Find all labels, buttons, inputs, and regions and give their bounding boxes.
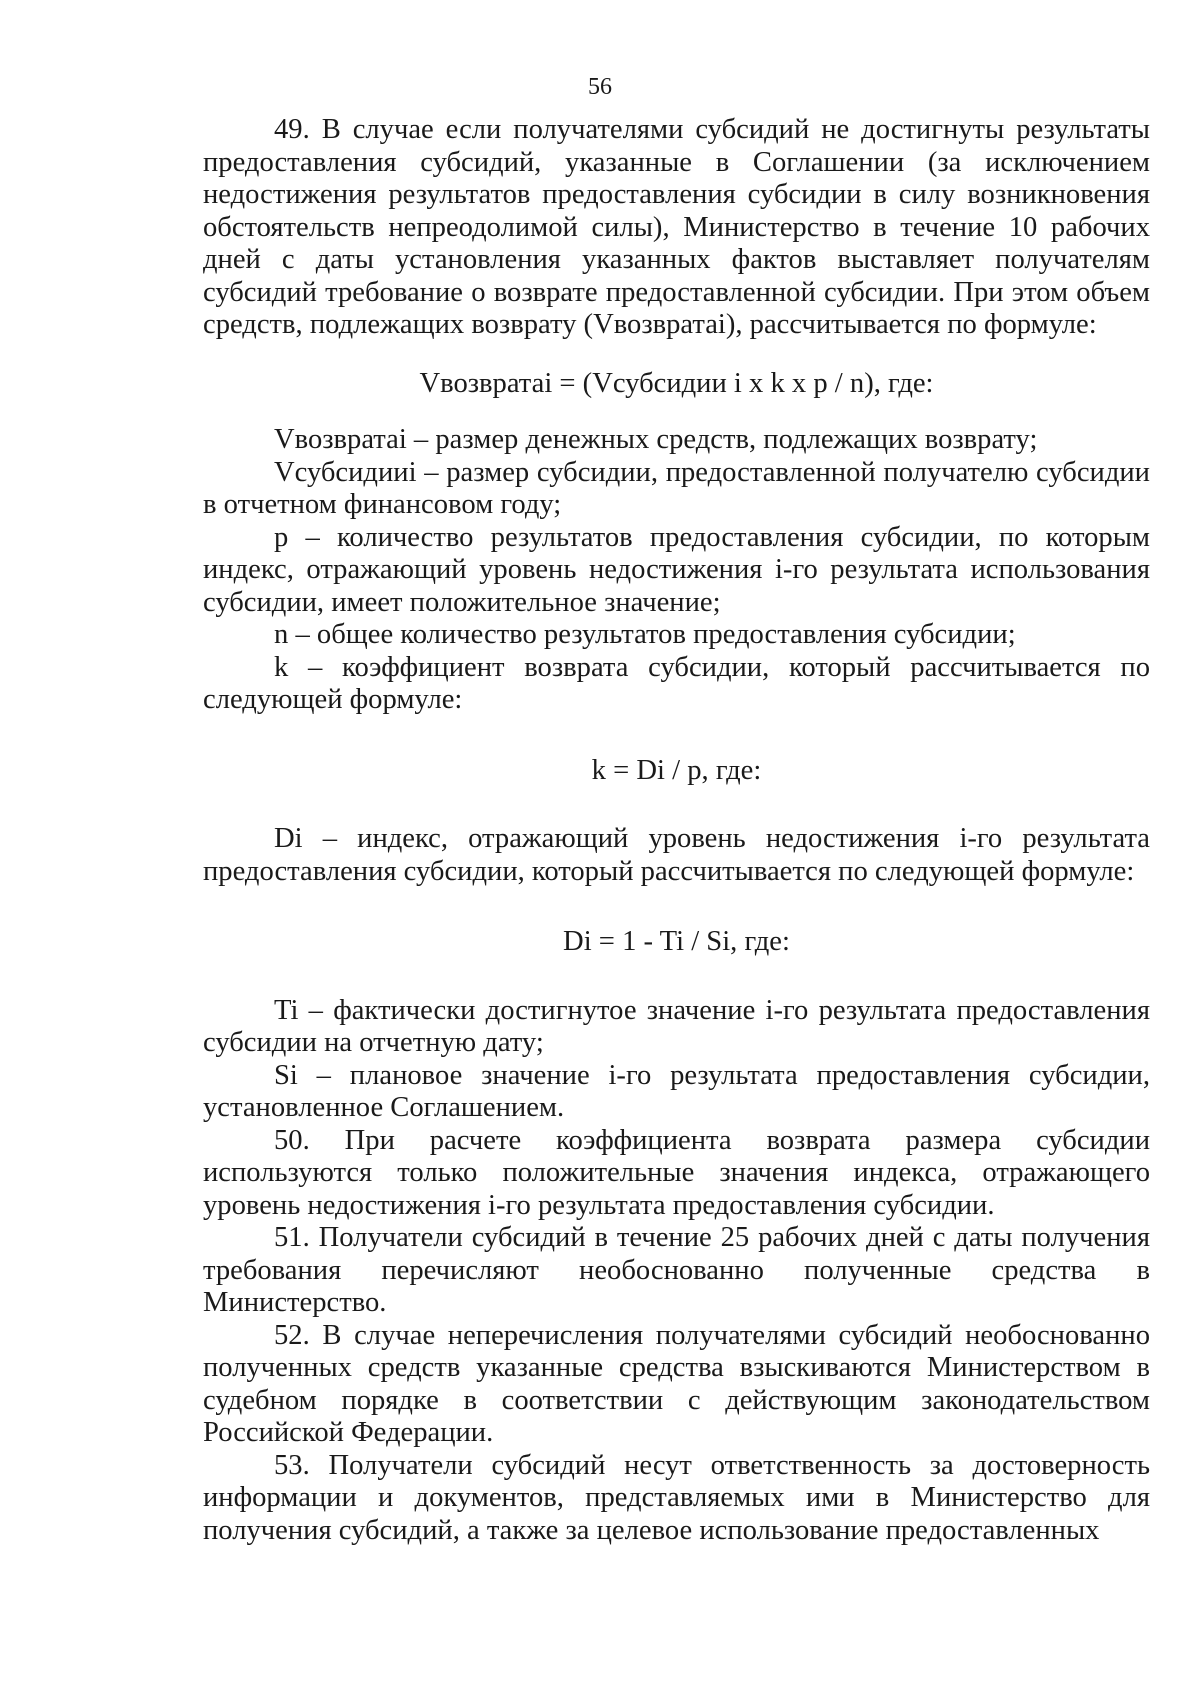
page-number: 56 <box>588 74 612 100</box>
definition-ti: Ti – фактически достигнутое значение i-го результата предоставления субсидии на отчетную дату; <box>203 994 1150 1058</box>
definition-di: Di – индекс, отражающий уровень недостижения i-го результата предоставления субсидии, который рассчитывается по следующей формуле: <box>203 823 1150 887</box>
definition-v-subsidy: Vсубсидииi – размер субсидии, предоставленной получателю субсидии в отчетном финансовом году; <box>203 456 1150 520</box>
paragraph-52: 52. В случае неперечисления получателями субсидий необоснованно полученных средств указанные средства взыскиваются Министерством в судебном порядке в соответствии с действующим законодательством Российской Федерации. <box>203 1319 1150 1448</box>
definition-v-return: Vвозвратаi – размер денежных средств, подлежащих возврату; <box>274 424 1038 455</box>
paragraph-53: 53. Получатели субсидий несут ответственность за достоверность информации и документов, представляемых ими в Министерство для получения субсидий, а также за целевое использование предоставленных <box>203 1449 1150 1546</box>
formula-return-amount: Vвозвратаi = (Vсубсидии i x k x p / n), где: <box>419 367 934 399</box>
definition-p: p – количество результатов предоставления субсидии, по которым индекс, отражающий уровень недостижения i-го результата использования субсидии, имеет положительное значение; <box>203 521 1150 618</box>
definition-k: k – коэффициент возврата субсидии, который рассчитывается по следующей формуле: <box>203 651 1150 715</box>
paragraph-49: 49. В случае если получателями субсидий не достигнуты результаты предоставления субсидий, указанные в Соглашении (за исключением недостижения результатов предоставления субсидии в силу возникновения обстоятельств непреодолимой силы), Министерство в течение 10 рабочих дней с даты установления указанных фактов выставляет получателям субсидий требование о возврате предоставленной субсидии. При этом объем средств, подлежащих возврату (Vвозвратаi), рассчитывается по формуле: <box>203 114 1150 340</box>
definition-si: Si – плановое значение i-го результата предоставления субсидии, установленное Соглашением. <box>203 1059 1150 1123</box>
document-body <box>203 114 1150 1547</box>
definition-n: n – общее количество результатов предоставления субсидии; <box>274 619 1016 650</box>
formula-k: k = Di / p, где: <box>591 754 762 786</box>
formula-di: Di = 1 - Ti / Si, где: <box>563 926 790 957</box>
paragraph-51: 51. Получатели субсидий в течение 25 рабочих дней с даты получения требования перечисляют необоснованно полученные средства в Министерство. <box>203 1222 1150 1318</box>
paragraph-50: 50. При расчете коэффициента возврата размера субсидии используются только положительные значения индекса, отражающего уровень недостижения i-го результата предоставления субсидии. <box>203 1124 1150 1221</box>
